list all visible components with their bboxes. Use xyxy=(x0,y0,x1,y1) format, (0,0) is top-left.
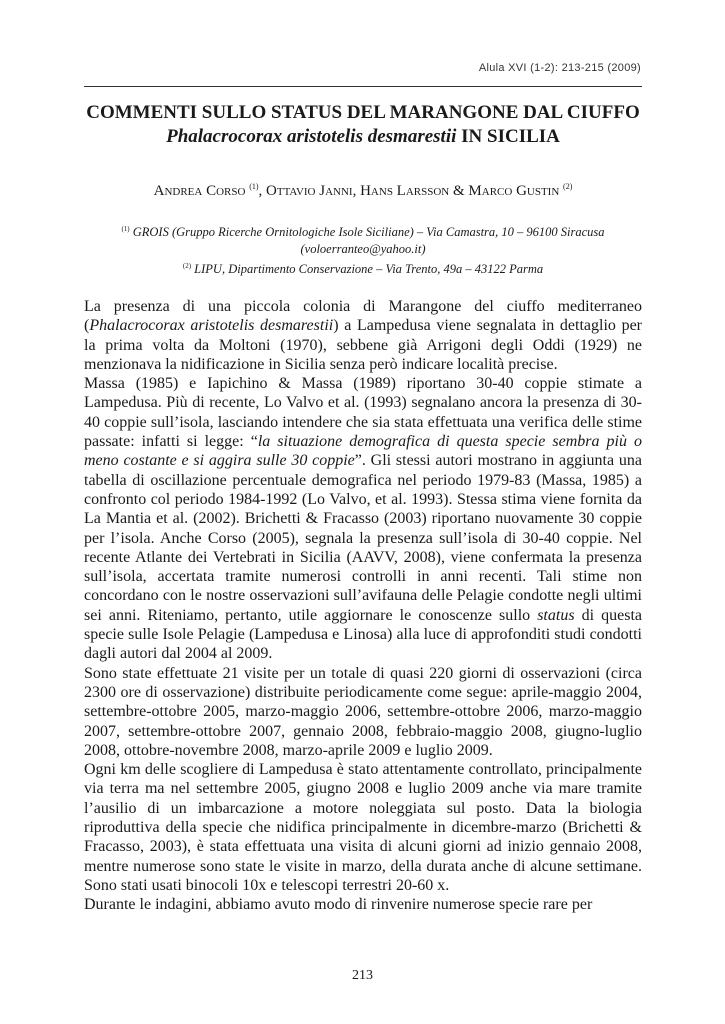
author-name: Andrea Corso xyxy=(153,183,246,199)
article-title xyxy=(84,101,642,149)
author-name: Hans Larsson xyxy=(360,183,450,199)
title-line-2-rest: IN SICILIA xyxy=(456,126,560,147)
text-run: di questa specie sulle Isole Pelagie (Lampedusa e Linosa) alla luce di approfonditi studi condotti dagli autori dal 2004 al 2009. xyxy=(84,606,642,663)
journal-reference: Alula XVI (1-2): 213-215 (2009) xyxy=(478,62,641,74)
text-run: La presenza di una piccola colonia di Marangone del ciuffo mediterraneo ( xyxy=(84,298,642,335)
affiliation-mark: (2) xyxy=(182,262,192,271)
author-name: Ottavio Janni xyxy=(266,183,353,199)
affiliation-mark: (1) xyxy=(121,225,130,233)
quotation: la situazione demografica di questa specie sembra più o meno costante e si aggira sulle 30 coppie xyxy=(84,433,642,470)
header-rule xyxy=(84,86,642,87)
page-number: 213 xyxy=(352,968,373,983)
text-run: ”. Gli stessi autori mostrano in aggiunta una tabella di oscillazione percentuale demografica nel periodo 1979-83 (Massa, 1985) a confronto col periodo 1984-1992 (Lo Valvo, et al. 1993). Stessa stima viene fornita da La Mantia et al. (2002). Brichetti & Fracasso (2003) riportano nuovamente 30 coppie per l’isola. Anche Corso (2005), segnala la presenza sull’isola di 30-40 coppie. Nel recente Atlante dei Vertebrati in Sicilia (AAVV, 2008), viene confermata la presenza sull’isola, accertata tramite numerosi controlli in anni recenti. Tali stime non concordano con le nostre osservazioni sull’avifauna delle Pelagie condotte negli ultimi sei anni. Riteniamo, pertanto, utile aggiornare le conoscenze sullo xyxy=(84,452,642,624)
affiliation-email: (voloerranteo@yahoo.it) xyxy=(300,242,426,257)
paragraph: Durante le indagini, abbiamo avuto modo di rinvenire numerose specie rare per xyxy=(84,896,593,914)
affiliation-1 xyxy=(84,221,642,241)
text-run: ) a Lampedusa viene segnalata in dettaglio per la prima volta da Moltoni (1970), sebbene già Arrigoni degli Oddi (1929) ne menzionava la nidificazione in Sicilia senza però indicare località precise. xyxy=(84,317,642,373)
italic-term: status xyxy=(537,606,575,624)
author-separator: , xyxy=(352,183,361,199)
affiliations xyxy=(84,221,642,278)
paragraph xyxy=(84,374,642,663)
title-line-2 xyxy=(84,125,642,149)
title-line-1: COMMENTI SULLO STATUS DEL MARANGONE DAL CIUFFO xyxy=(86,102,640,123)
author-separator: & xyxy=(449,183,469,199)
affiliation-text: LIPU, Dipartimento Conservazione – Via Trento, 49a – 43122 Parma xyxy=(191,262,544,277)
affiliation-text: GROIS (Gruppo Ricerche Ornitologiche Isole Siciliane) – Via Camastra, 10 – 96100 Siracusa xyxy=(129,225,605,240)
paragraph: Sono state effettuate 21 visite per un totale di quasi 220 giorni di osservazioni (circa 2300 ore di osservazione) distribuite periodicamente come segue: aprile-maggio 2004, settembre-ottobre 2005, marzo-maggio 2006, settembre-ottobre 2006, marzo-maggio 2007, settembre-ottobre 2007, gennaio 2008, febbraio-maggio 2008, giugno-luglio 2008, ottobre-novembre 2008, marzo-aprile 2009 e luglio 2009. xyxy=(84,664,642,759)
article-body xyxy=(84,297,642,915)
title-species-name: Phalacrocorax aristotelis desmarestii xyxy=(166,126,457,147)
paragraph: Ogni km delle scogliere di Lampedusa è stato attentamente controllato, principalmente via terra ma nel settembre 2005, giugno 2008 e luglio 2009 anche via mare tramite l’ausilio di un imbarcazione a motore noleggiata sul posto. Data la biologia riproduttiva della specie che nidifica principalmente in dicembre-marzo (Brichetti & Fracasso, 2003), è stata effettuata una visita di alcuni giorni ad inizio gennaio 2008, mentre numerose sono state le visite in marzo, della durata anche di alcune settimane. Sono stati usati binocoli 10x e telescopi terrestri 20-60 x. xyxy=(84,761,642,894)
author-name: Marco Gustin xyxy=(468,183,560,199)
author-affiliation-mark: (2) xyxy=(563,182,573,191)
text-run: Massa (1985) e Iapichino & Massa (1989) riportano 30-40 coppie stimate a Lampedusa. Più di recente, Lo Valvo et al. (1993) segnalano ancora la presenza di 30-40 coppie sull’isola, lasciando intendere che sia stata effettuata una verifica delle stime passate: infatti si legge: “ xyxy=(84,375,642,451)
affiliation-2 xyxy=(84,258,642,278)
author-separator: , xyxy=(258,183,267,199)
author-affiliation-mark: (1) xyxy=(249,182,259,191)
species-name: Phalacrocorax aristotelis desmarestii xyxy=(89,317,334,335)
author-list xyxy=(84,182,642,200)
paragraph xyxy=(84,297,642,374)
